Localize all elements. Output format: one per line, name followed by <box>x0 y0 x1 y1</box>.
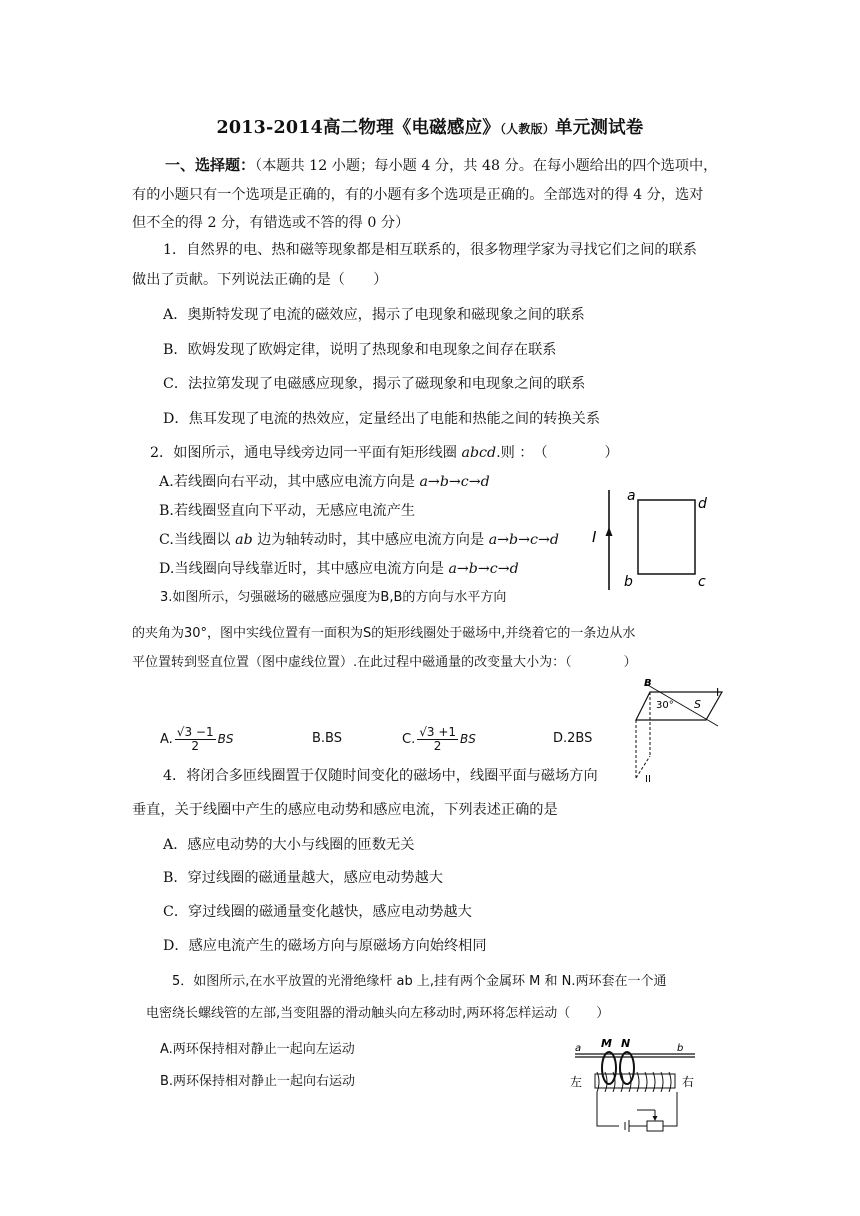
q3-figure-coil-in-field <box>630 676 740 791</box>
q5-figure-label-n: N <box>621 1037 631 1050</box>
q4-stem-1: 4．将闭合多匝线圈置于仅随时间变化的磁场中，线圈平面与磁场方向 <box>163 768 598 784</box>
q3-option-a-fraction <box>175 726 216 753</box>
q4-stem-2: 垂直，关于线圈中产生的感应电动势和感应电流，下列表述正确的是 <box>132 802 558 818</box>
q3-stem-2: 的夹角为30°，图中实线位置有一面积为S的矩形线圈处于磁场中,并绕着它的一条边从水 <box>132 626 636 641</box>
q3-option-b: B.BS <box>312 731 342 746</box>
q3-option-a <box>160 726 233 753</box>
q3-option-a-label: A. <box>160 732 173 747</box>
q3-option-c-bs: BS <box>460 732 476 746</box>
q4-option-b: B．穿过线圈的磁通量越大，感应电动势越大 <box>163 870 443 886</box>
q3-option-c-numerator: √3 +1 <box>419 725 457 739</box>
q2-figure-coil <box>638 500 695 574</box>
q2-stem-abcd: abcd <box>461 445 497 461</box>
q3-figure-label-b: B <box>644 678 652 689</box>
q2-stem-text-a: 2．如图所示，通电导线旁边同一平面有矩形线圈 <box>150 445 462 461</box>
q2-figure-label-i: I <box>592 528 597 546</box>
q3-option-a-numerator: √3 −1 <box>176 725 214 739</box>
section-1-intro-2: 有的小题只有一个选项是正确的，有的小题有多个选项是正确的。全部选对的得 4 分，选对 <box>132 187 704 203</box>
q1-option-c: C．法拉第发现了电磁感应现象，揭示了磁现象和电现象之间的联系 <box>163 376 586 392</box>
q2-stem-text-b: .则 ： （ ） <box>496 445 619 461</box>
q1-option-d: D．焦耳发现了电流的热效应，定量经出了电能和热能之间的转换关系 <box>163 411 601 427</box>
section-1-heading: 一、选择题： <box>165 156 256 174</box>
q2-option-c-text-a: C.当线圈以 <box>159 532 236 548</box>
q1-option-a: A．奥斯特发现了电流的磁效应，揭示了电现象和磁现象之间的联系 <box>163 307 585 323</box>
q2-figure-current-arrow <box>606 527 613 536</box>
title-edition: （人教版） <box>499 122 555 136</box>
title-main-suffix: 单元测试卷 <box>555 118 644 138</box>
q2-option-c-direction: a→b→c→d <box>488 532 559 548</box>
q5-figure-label-a: a <box>575 1043 582 1054</box>
title-main-prefix: 2013-2014高二物理《电磁感应》 <box>216 118 500 138</box>
page-title <box>0 114 860 139</box>
q1-stem-1: 1．自然界的电、热和磁等现象都是相互联系的，很多物理学家为寻找它们之间的联系 <box>163 242 697 258</box>
q2-option-d-text: D.当线圈向导线靠近时，其中感应电流方向是 <box>159 561 449 577</box>
q2-option-a-text: A.若线圈向右平动，其中感应电流方向是 <box>159 474 420 490</box>
q3-figure-label-pos2: II <box>645 774 651 785</box>
q5-option-b: B.两环保持相对静止一起向右运动 <box>160 1074 356 1089</box>
q2-figure-corner-d: d <box>698 496 707 512</box>
q2-option-c-text-b: 边为轴转动时，其中感应电流方向是 <box>252 532 489 548</box>
section-1-intro-1: （本题共 12 小题；每小题 4 分，共 48 分。在每小题给出的四个选项中， <box>255 158 718 174</box>
q3-stem-3: 平位置转到竖直位置（图中虚线位置）.在此过程中磁通量的改变量大小为：（ ） <box>132 655 637 670</box>
q4-option-c: C．穿过线圈的磁通量变化越快，感应电动势越大 <box>163 904 472 920</box>
q2-figure-wire-and-coil <box>580 482 720 592</box>
q5-stem-2: 电密绕长螺线管的左部,当变阻器的滑动触头向左移动时,两环将怎样运动（ ） <box>146 1006 610 1021</box>
q2-option-c <box>159 530 559 550</box>
q3-figure-coil-horizontal <box>636 692 722 720</box>
q1-stem-2: 做出了贡献。下列说法正确的是（ ） <box>132 272 388 288</box>
q3-option-c <box>402 726 476 753</box>
q3-figure-angle: 30° <box>656 700 674 711</box>
q5-figure-label-left: 左 <box>570 1075 583 1089</box>
q3-option-a-bs: BS <box>217 732 234 746</box>
q4-option-a: A．感应电动势的大小与线圈的匝数无关 <box>163 837 415 853</box>
q3-figure-label-s: S <box>694 698 701 711</box>
q2-figure-corner-b: b <box>624 574 633 590</box>
q3-option-c-denominator: 2 <box>433 739 442 753</box>
q2-option-b: B.若线圈竖直向下平动，无感应电流产生 <box>159 503 416 519</box>
q2-option-a <box>159 472 490 492</box>
q5-figure-slider-arrow <box>653 1116 658 1121</box>
q2-option-c-ab: ab <box>235 532 253 548</box>
q5-figure-label-right: 右 <box>682 1075 695 1089</box>
q3-stem-1: 3.如图所示，匀强磁场的磁感应强度为B,B的方向与水平方向 <box>160 590 507 605</box>
q2-figure-corner-c: c <box>698 574 706 590</box>
q5-stem-1: 5．如图所示,在水平放置的光滑绝缘杆 ab 上,挂有两个金属环 M 和 N.两环套在一个通 <box>172 974 667 989</box>
q3-option-a-denominator: 2 <box>191 739 200 753</box>
q2-option-d <box>159 559 519 579</box>
q2-figure-corner-a: a <box>627 488 636 504</box>
q5-figure-circuit <box>597 1092 677 1132</box>
q3-option-c-label: C. <box>402 732 416 747</box>
q5-figure-solenoid <box>565 1036 705 1136</box>
q5-figure-label-m: M <box>601 1037 612 1050</box>
q3-figure-label-pos1: I <box>716 686 720 699</box>
q2-option-d-direction: a→b→c→d <box>448 561 519 577</box>
q3-option-c-fraction <box>417 726 458 753</box>
q5-figure-rheostat <box>647 1121 663 1131</box>
section-1-intro-3: 但不全的得 2 分，有错选或不答的得 0 分） <box>132 215 410 231</box>
q5-figure-label-b: b <box>677 1043 684 1054</box>
q5-option-a: A.两环保持相对静止一起向左运动 <box>160 1042 355 1057</box>
q2-option-a-direction: a→b→c→d <box>419 474 490 490</box>
q3-option-d: D.2BS <box>553 731 593 746</box>
section-1-intro-line-1 <box>165 155 717 176</box>
q4-option-d: D．感应电流产生的磁场方向与原磁场方向始终相同 <box>163 938 487 954</box>
q2-stem <box>150 443 619 463</box>
q1-option-b: B．欧姆发现了欧姆定律，说明了热现象和电现象之间存在联系 <box>163 342 557 358</box>
